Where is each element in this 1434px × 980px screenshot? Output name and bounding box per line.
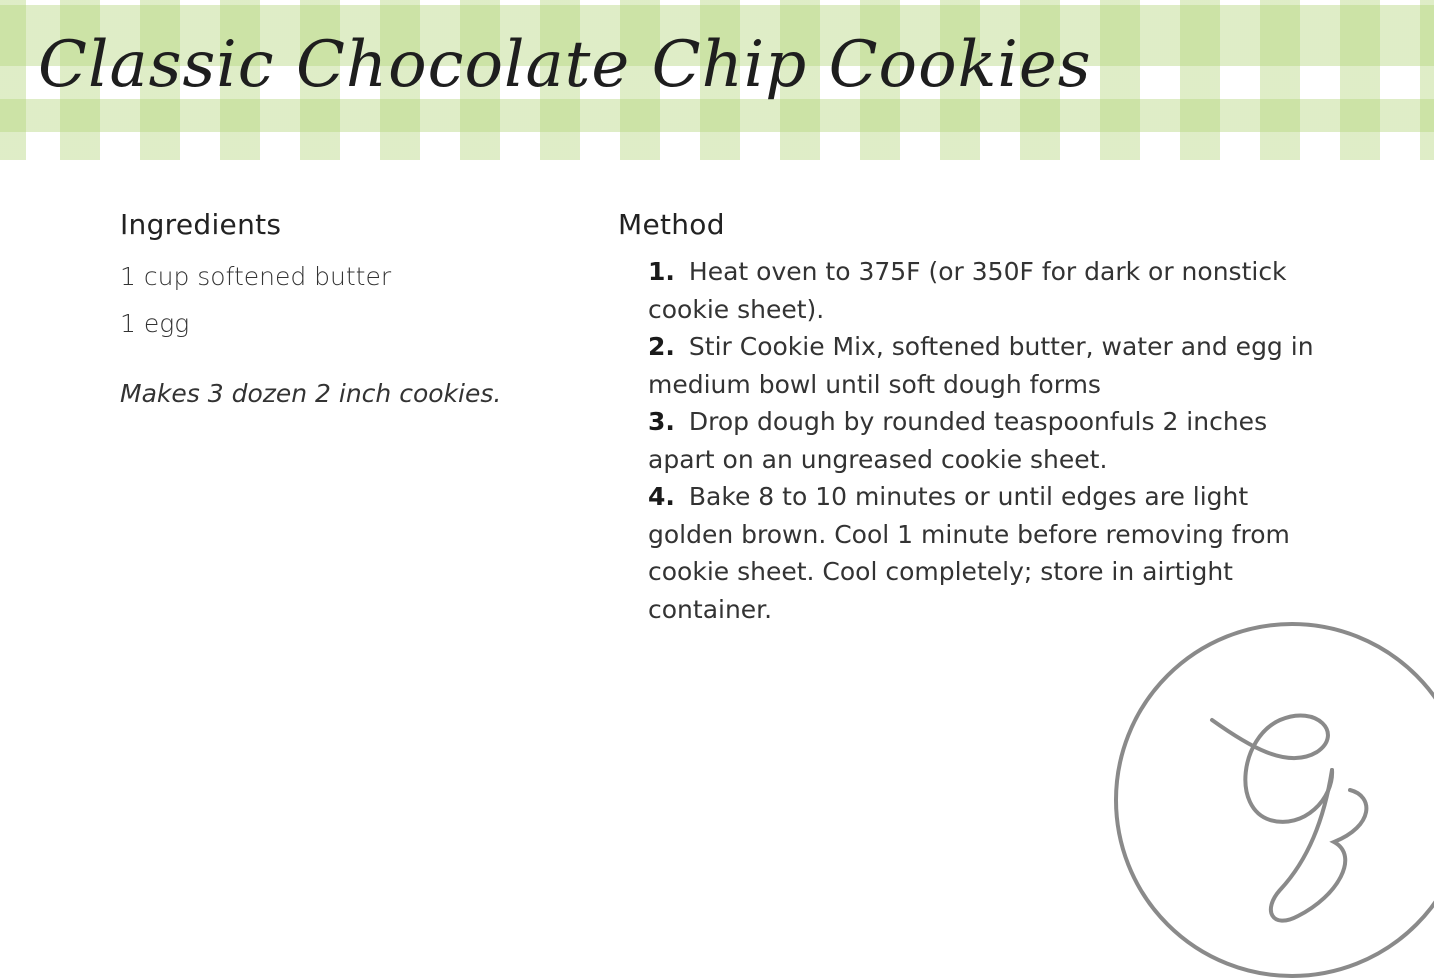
- method-heading: Method: [618, 208, 725, 241]
- step-text: Bake 8 to 10 minutes or until edges are light golden brown. Cool 1 minute before removing from cookie sheet. Cool completely; store in airtight container.: [648, 482, 1290, 624]
- yield-note: Makes 3 dozen 2 inch cookies.: [120, 379, 502, 408]
- step-number: 4.: [648, 482, 675, 511]
- monogram-logo-icon: [1112, 620, 1434, 980]
- step-text: Stir Cookie Mix, softened butter, water and egg in medium bowl until soft dough forms: [648, 332, 1314, 399]
- method-step: [648, 253, 1318, 328]
- step-text: Drop dough by rounded teaspoonfuls 2 inches apart on an ungreased cookie sheet.: [648, 407, 1268, 474]
- ingredient-item: 1 cup softened butter: [120, 262, 392, 291]
- method-steps: [618, 253, 1318, 628]
- step-number: 1.: [648, 257, 675, 286]
- step-text: Heat oven to 375F (or 350F for dark or nonstick cookie sheet).: [648, 257, 1287, 324]
- ingredients-list: [120, 253, 560, 347]
- method-step: [648, 478, 1318, 628]
- method-step: [648, 403, 1318, 478]
- ingredient-item: 1 egg: [120, 309, 190, 338]
- step-number: 2.: [648, 332, 675, 361]
- ingredients-section: [120, 208, 560, 408]
- method-step: [648, 328, 1318, 403]
- step-number: 3.: [648, 407, 675, 436]
- method-section: [618, 208, 1318, 628]
- ingredients-heading: Ingredients: [120, 208, 282, 241]
- recipe-title: Classic Chocolate Chip Cookies: [38, 28, 1092, 102]
